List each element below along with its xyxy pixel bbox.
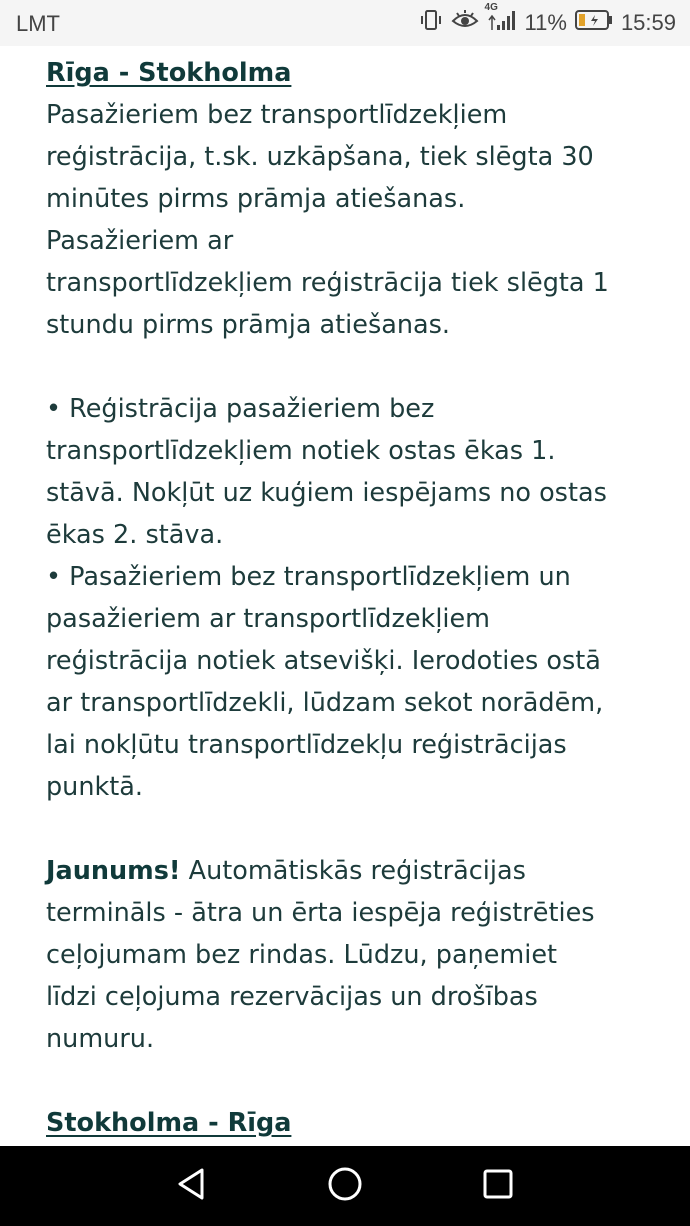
checkin-info-line: transportlīdzekļiem reģistrācija tiek slēgta 1	[46, 268, 609, 298]
battery-icon	[575, 9, 613, 37]
status-icons	[419, 2, 676, 38]
route-link-stockholm-riga[interactable]: Stokholma - Rīga	[46, 1108, 292, 1138]
bullet-line: transportlīdzekļiem notiek ostas ēkas 1.	[46, 436, 556, 466]
news-line: līdzi ceļojuma rezervācijas un drošības	[46, 982, 538, 1012]
news-line	[46, 850, 656, 892]
back-icon	[176, 1167, 208, 1205]
news-line: termināls - ātra un ērta iespēja reģistrēties	[46, 898, 595, 928]
bullet-line: ar transportlīdzekli, lūdzam sekot norādēm,	[46, 688, 604, 718]
checkin-info-line: reģistrācija, t.sk. uzkāpšana, tiek slēgta 30	[46, 142, 594, 172]
checkin-info-line: Pasažieriem ar	[46, 226, 234, 256]
bullet-line: ēkas 2. stāva.	[46, 520, 224, 550]
news-label: Jaunums!	[46, 856, 181, 886]
clock: 15:59	[620, 10, 676, 35]
bullet-line: • Reģistrācija pasažieriem bez	[46, 394, 435, 424]
spacer	[46, 346, 656, 388]
checkin-info-line: Pasažieriem bez transportlīdzekļiem	[46, 100, 508, 130]
spacer	[46, 808, 656, 850]
bullet-line: • Pasažieriem bez transportlīdzekļiem un	[46, 562, 571, 592]
status-bar	[0, 0, 690, 46]
bullet-line: lai nokļūtu transportlīdzekļu reģistrācijas	[46, 730, 567, 760]
back-button[interactable]	[172, 1166, 212, 1206]
carrier-name: LMT	[16, 11, 60, 36]
news-line: ceļojumam bez rindas. Lūdzu, paņemiet	[46, 940, 558, 970]
signal-icon	[484, 2, 517, 38]
news-text: Automātiskās reģistrācijas	[180, 856, 526, 886]
spacer	[46, 1060, 656, 1102]
home-button[interactable]	[325, 1166, 365, 1206]
recents-icon	[482, 1168, 514, 1204]
checkin-info-line: stundu pirms prāmja atiešanas.	[46, 310, 451, 340]
vibrate-icon	[419, 8, 443, 38]
home-icon	[327, 1166, 363, 1206]
network-type: 4G	[484, 2, 498, 13]
bullet-line: punktā.	[46, 772, 144, 802]
bullet-line: stāvā. Nokļūt uz kuģiem iespējams no ostas	[46, 478, 607, 508]
checkin-info-line: minūtes pirms prāmja atiešanas.	[46, 184, 466, 214]
news-line: numuru.	[46, 1024, 155, 1054]
eye-comfort-icon	[451, 9, 479, 37]
navigation-bar	[0, 1146, 690, 1226]
main-content	[46, 52, 656, 1144]
battery-percent: 11%	[524, 10, 567, 35]
bullet-line: pasažieriem ar transportlīdzekļiem	[46, 604, 491, 634]
bullet-line: reģistrācija notiek atsevišķi. Ierodoties ostā	[46, 646, 601, 676]
route-link-riga-stockholm[interactable]: Rīga - Stokholma	[46, 58, 292, 88]
recents-button[interactable]	[478, 1166, 518, 1206]
